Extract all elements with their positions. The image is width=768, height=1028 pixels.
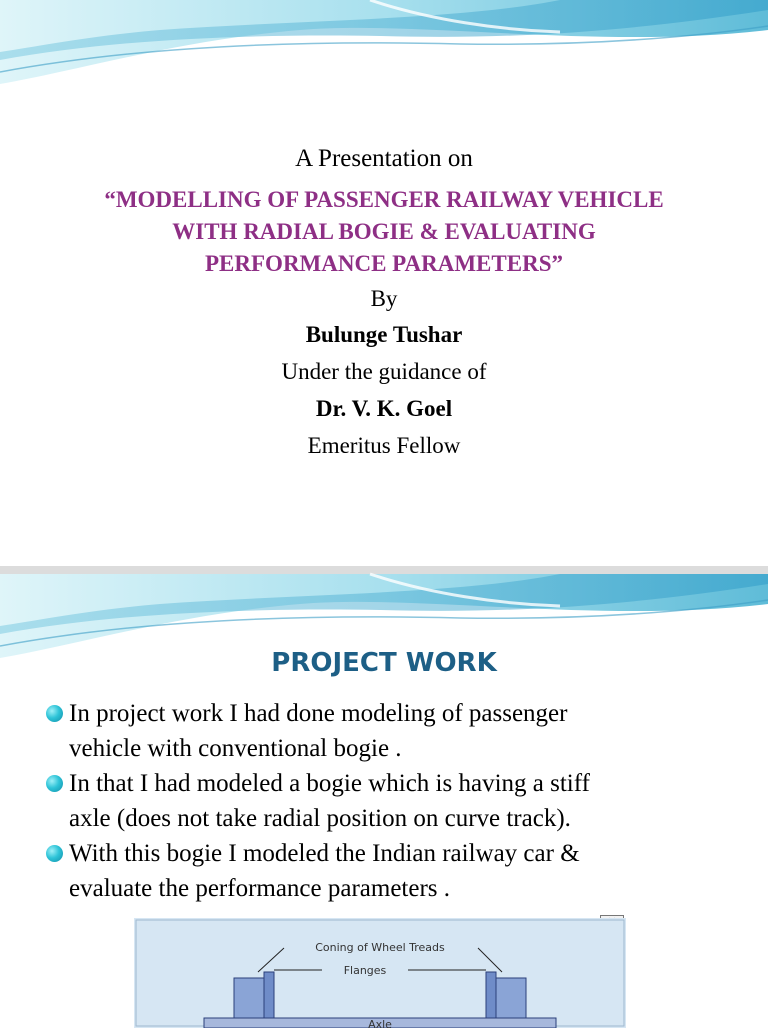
bullet-dot-icon [46,705,63,722]
project-work-slide [0,574,768,1028]
intro-text: A Presentation on [295,145,473,172]
axle-label: Axle [368,1018,392,1028]
bullet-line: axle (does not take radial position on curve track). [69,805,571,832]
list-item [44,836,744,906]
section-heading: PROJECT WORK [271,648,497,678]
list-item [44,696,744,766]
title-line-1: “MODELLING OF PASSENGER RAILWAY VEHICLE [104,187,664,212]
flanges-label: Flanges [343,964,387,977]
bullet-line: In that I had modeled a bogie which is having a stiff [69,770,590,797]
guidance-label: Under the guidance of [281,359,487,384]
guide-name: Dr. V. K. Goel [315,396,453,421]
slide-separator [0,566,768,574]
bullet-dot-icon [46,845,63,862]
bullet-line: vehicle with conventional bogie . [69,735,402,762]
bullet-dot-icon [46,775,63,792]
title-line-2: WITH RADIAL BOGIE & EVALUATING [172,219,596,244]
bullet-line: In project work I had done modeling of passenger [69,700,568,727]
title-line-3: PERFORMANCE PARAMETERS” [205,251,563,276]
bullet-line: evaluate the performance parameters . [69,875,451,902]
coning-label: Coning of Wheel Treads [315,941,445,954]
bullet-line: With this bogie I modeled the Indian railway car & [69,840,580,867]
by-label: By [370,286,398,311]
list-item [44,766,744,836]
guide-role: Emeritus Fellow [307,433,461,458]
presentation-title [60,184,708,280]
bullet-list [44,696,744,906]
wheelset-diagram [134,918,626,1028]
header-wave-decoration [0,0,768,90]
author-name: Bulunge Tushar [305,322,463,347]
